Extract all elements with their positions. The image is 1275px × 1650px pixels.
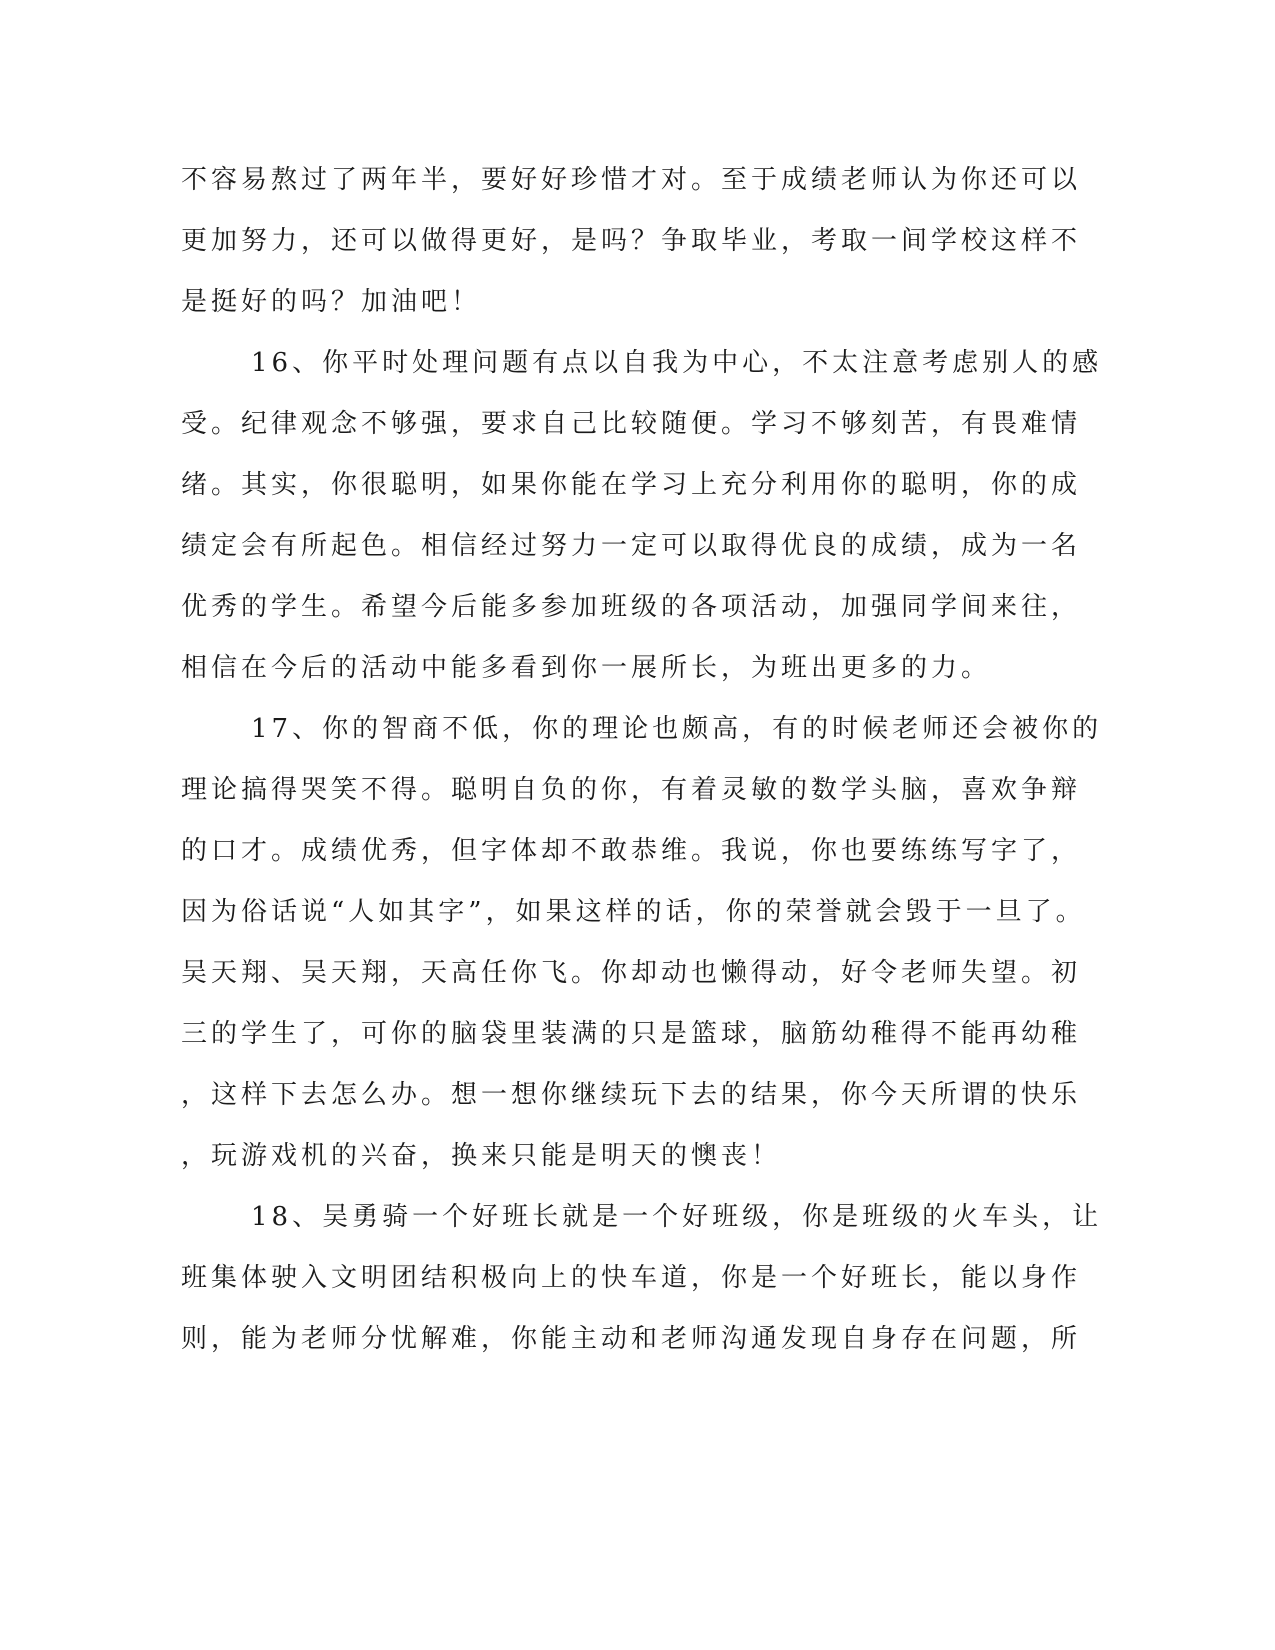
text-line: ，这样下去怎么办。想一想你继续玩下去的结果，你今天所谓的快乐 xyxy=(181,1080,1082,1110)
text-line: 则，能为老师分忧解难，你能主动和老师沟通发现自身存在问题，所 xyxy=(181,1324,1082,1354)
text-line: 优秀的学生。希望今后能多参加班级的各项活动，加强同学间来往， xyxy=(181,592,1082,622)
paragraph-17-start: 17、你的智商不低，你的理论也颇高，有的时候老师还会被你的 xyxy=(251,714,1103,744)
text-line: 三的学生了，可你的脑袋里装满的只是篮球，脑筋幼稚得不能再幼稚 xyxy=(181,1019,1082,1049)
paragraph-18-start: 18、吴勇骑一个好班长就是一个好班级，你是班级的火车头，让 xyxy=(251,1202,1103,1232)
text-line: 的口才。成绩优秀，但字体却不敢恭维。我说，你也要练练写字了， xyxy=(181,836,1082,866)
text-line: ，玩游戏机的兴奋，换来只能是明天的懊丧！ xyxy=(181,1141,782,1171)
text-line: 绪。其实，你很聪明，如果你能在学习上充分利用你的聪明，你的成 xyxy=(181,470,1082,500)
text-line: 更加努力，还可以做得更好，是吗？争取毕业，考取一间学校这样不 xyxy=(181,226,1082,256)
text-line: 受。纪律观念不够强，要求自己比较随便。学习不够刻苦，有畏难情 xyxy=(181,409,1082,439)
text-line: 班集体驶入文明团结积极向上的快车道，你是一个好班长，能以身作 xyxy=(181,1263,1082,1293)
text-line: 吴天翔、吴天翔，天高任你飞。你却动也懒得动，好令老师失望。初 xyxy=(181,958,1082,988)
text-line: 理论搞得哭笑不得。聪明自负的你，有着灵敏的数学头脑，喜欢争辩 xyxy=(181,775,1082,805)
text-line: 因为俗话说“人如其字”，如果这样的话，你的荣誉就会毁于一旦了。 xyxy=(181,897,1086,927)
text-line: 不容易熬过了两年半，要好好珍惜才对。至于成绩老师认为你还可以 xyxy=(181,165,1082,195)
body-text xyxy=(181,150,1103,1370)
paragraph-16-start: 16、你平时处理问题有点以自我为中心，不太注意考虑别人的感 xyxy=(251,348,1103,378)
text-line: 是挺好的吗？加油吧！ xyxy=(181,287,482,317)
text-line: 绩定会有所起色。相信经过努力一定可以取得优良的成绩，成为一名 xyxy=(181,531,1082,561)
text-line: 相信在今后的活动中能多看到你一展所长，为班出更多的力。 xyxy=(181,653,992,683)
